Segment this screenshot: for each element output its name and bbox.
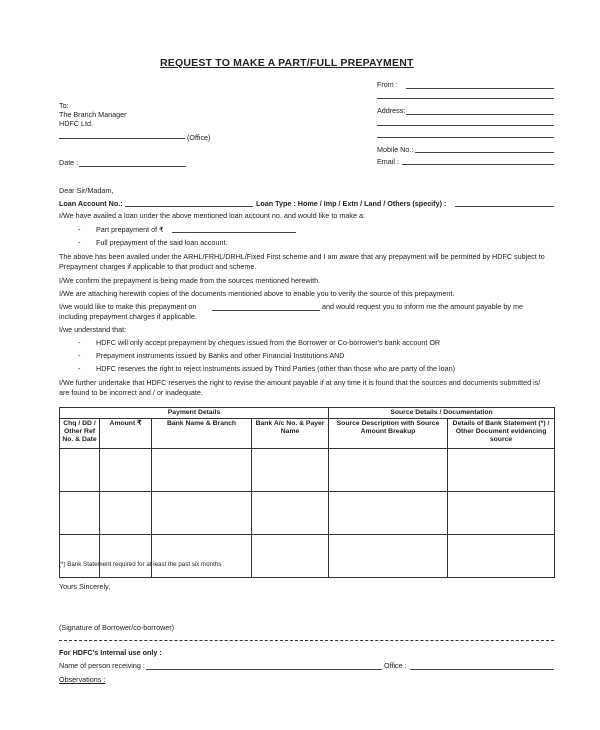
internal-use-label: For HDFC's Internal use only :: [59, 648, 162, 657]
understand-1: HDFC will only accept prepayment by cheques issued from the Borrower or Co-borrower's bank account OR: [96, 338, 441, 347]
bullet-part: Part prepayment of ₹: [96, 225, 164, 234]
from-label: From :: [377, 80, 398, 89]
para1: I/We have availed a loan under the above mentioned loan account no. and would like to make a:: [59, 211, 365, 220]
address-line-2[interactable]: [377, 125, 554, 126]
para6-line1: I/We further undertake that HDFC reserves the right to revise the amount payable if at any time it is found that the sources and documents submitted is/: [59, 378, 541, 387]
loan-account-label: Loan Account No.:: [59, 199, 123, 208]
u-dash-3: -: [78, 364, 81, 373]
salutation: Dear Sir/Madam,: [59, 186, 114, 195]
office-line[interactable]: [59, 138, 185, 139]
table-row: [60, 535, 555, 578]
para5-line2: including prepayment charges if applicable.: [59, 312, 197, 321]
address-label: Address:: [377, 106, 406, 115]
office-label-2: Office :: [384, 661, 407, 670]
date-label: Date :: [59, 158, 79, 167]
office-label: (Office): [187, 133, 211, 142]
col-details: Details of Bank Statement (*) / Other Document evidencing source: [448, 419, 555, 449]
footnote: (*) Bank Statement required for at least the past six months: [59, 561, 222, 568]
address-line-3[interactable]: [377, 137, 554, 138]
col-bank: Bank Name & Branch: [152, 419, 252, 449]
para5-b: and would request you to inform me the amount payable by me: [322, 302, 523, 311]
loan-account-line[interactable]: [125, 206, 253, 207]
office-line-2[interactable]: [410, 669, 554, 670]
col-source-desc: Source Description with Source Amount Breakup: [329, 419, 448, 449]
col-amount: Amount ₹: [100, 419, 152, 449]
divider: [59, 640, 554, 641]
para6-line2: are found to be incorrect and / or inadequate.: [59, 388, 203, 397]
observations-label: Observations :: [59, 675, 106, 684]
para3: I/We confirm the prepayment is being made from the sources mentioned herewith.: [59, 276, 321, 285]
to-label: To:: [59, 101, 69, 110]
group-payment-details: Payment Details: [60, 408, 329, 419]
table-row: [60, 492, 555, 535]
payment-table: [59, 407, 555, 578]
para5-a: I/we would like to make this prepayment on: [59, 302, 197, 311]
address-line[interactable]: [406, 114, 554, 115]
form-title: REQUEST TO MAKE A PART/FULL PREPAYMENT: [160, 57, 414, 69]
from-line-2[interactable]: [377, 98, 554, 99]
col-chq: Chq / DD / Other Ref No. & Date: [60, 419, 100, 449]
mobile-label: Mobile No.:: [377, 145, 414, 154]
to-line2: HDFC Ltd.: [59, 119, 93, 128]
understand-label: I/we understand that:: [59, 325, 127, 334]
table-row: [60, 449, 555, 492]
from-line[interactable]: [406, 88, 554, 89]
bullet-full: Full prepayment of the said loan account.: [96, 238, 228, 247]
bullet-dash-2: -: [78, 238, 81, 247]
prepay-date-line[interactable]: [212, 310, 320, 311]
group-source-details: Source Details / Documentation: [329, 408, 555, 419]
loan-type-line[interactable]: [455, 206, 554, 207]
date-line[interactable]: [79, 166, 186, 167]
part-amount-line[interactable]: [172, 232, 296, 233]
u-dash-1: -: [78, 338, 81, 347]
para2-line2: Prepayment charges if applicable to that product and scheme.: [59, 262, 257, 271]
email-label: Email :: [377, 157, 399, 166]
email-line[interactable]: [402, 164, 554, 165]
understand-3: HDFC reserves the right to reject instruments issued by Third Parties (other than those who are party of the loan): [96, 364, 456, 373]
para2-line1: The above has been availed under the ARHL/FRHL/DRHL/Fixed First scheme and I am aware that any prepayment will be permitted by HDFC subject to: [59, 252, 545, 261]
u-dash-2: -: [78, 351, 81, 360]
bullet-dash-1: -: [78, 225, 81, 234]
para4: I/We are attaching herewith copies of the documents mentioned above to enable you to verify the source of this prepayment.: [59, 289, 455, 298]
signature-label: (Signature of Borrower/co-borrower): [59, 623, 175, 632]
col-bankac: Bank A/c No. & Payer Name: [252, 419, 329, 449]
understand-2: Prepayment instruments issued by Banks and other Financial Institutions AND: [96, 351, 345, 360]
loan-type-label: Loan Type : Home / Imp / Extn / Land / Others (specify) :: [256, 199, 447, 208]
to-line1: The Branch Manager: [59, 110, 127, 119]
name-receiving-line[interactable]: [146, 669, 382, 670]
name-receiving-label: Name of person receiving :: [59, 661, 145, 670]
mobile-line[interactable]: [415, 152, 554, 153]
closing: Yours Sincerely,: [59, 582, 111, 591]
